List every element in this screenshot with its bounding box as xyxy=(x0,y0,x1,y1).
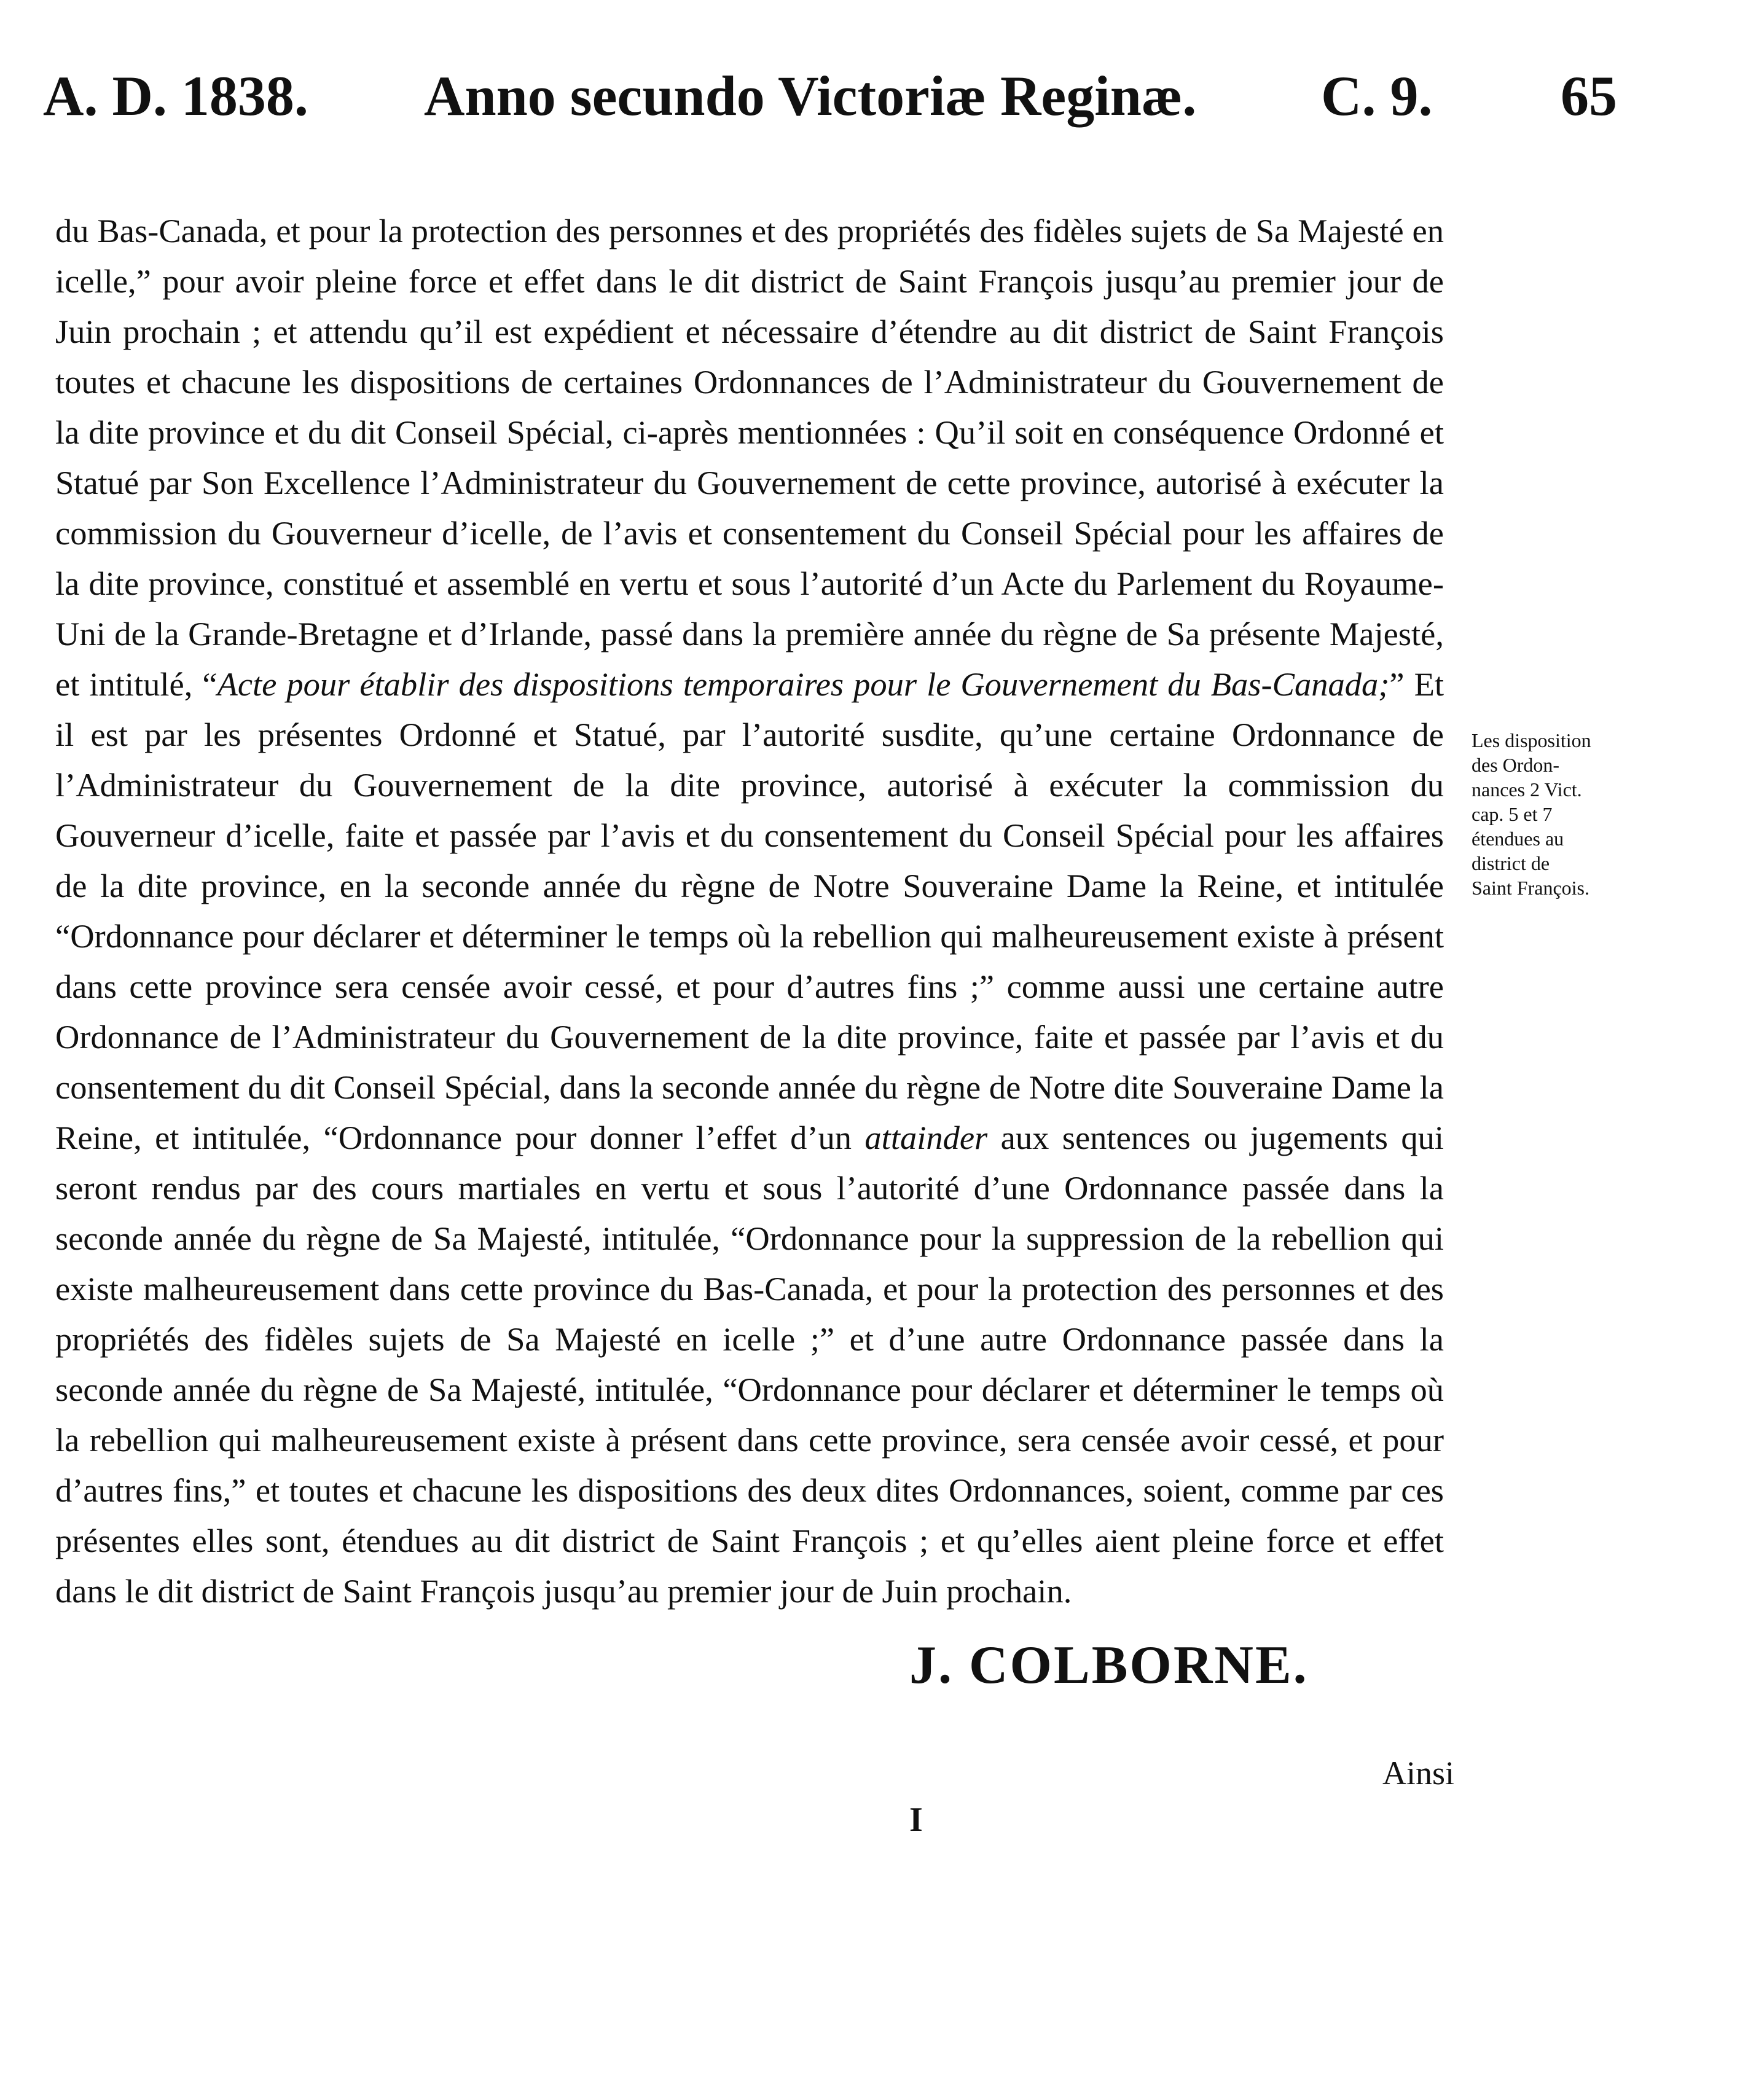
body-text-part-2: ” Et il est par les présentes Ordonné et Statué, par l’autorité susdite, qu’une certaine Ordonnance de l’Administrateur du Gouvernement de la dite province, autorisé à exécuter la commission du Gouverneur d’icelle, faite et passée par l’avis et du consentement du Conseil Spécial pour les affaires de la dite province, en la seconde année du règne de Notre Souveraine Dame la Reine, et intitulée “Ordonnance pour déclarer et déterminer le temps où la rebellion qui malheureusement existe à présent dans cette province sera censée avoir cessé, et pour d’autres fins ;” comme aussi une certaine autre Ordonnance de l’Administrateur du Gouvernement de la dite province, faite et passée par l’avis et du consentement du dit Conseil Spécial, dans la seconde année du règne de Notre dite Souveraine Dame la Reine, et intitulée, “Ordonnance pour donner l’effet d’un xyxy=(55,665,1444,1156)
header-year: A. D. 1838. xyxy=(43,65,308,127)
marginal-note-line: nances 2 Vict. xyxy=(1472,778,1582,801)
attainder-term: attainder xyxy=(864,1119,988,1156)
marginal-note-line: des Ordon- xyxy=(1472,754,1560,776)
marginal-note xyxy=(1472,728,1656,900)
catchword: Ainsi xyxy=(1382,1755,1455,1792)
ordinance-body-text xyxy=(55,206,1444,1616)
body-text-part-3: aux sentences ou jugements qui seront rendus par des cours martiales en vertu et sous l’autorité d’une Ordonnance passée dans la seconde année du règne de Sa Majesté, intitulée, “Ordonnance pour la suppression de la rebellion qui existe malheureusement dans cette province du Bas-Canada, et pour la protection des personnes et des propriétés des fidèles sujets de Sa Majesté en icelle ;” et d’une autre Ordonnance passée dans la seconde année du règne de Sa Majesté, intitulée, “Ordonnance pour déclarer et déterminer le temps où la rebellion qui malheureusement existe à présent dans cette province, sera censée avoir cessé, et pour d’autres fins,” et toutes et chacune les dispositions des deux dites Ordonnances, soient, comme par ces présentes elles sont, étendues au dit district de Saint François ; et qu’elles aient pleine force et effet dans le dit district de Saint François jusqu’au premier jour de Juin prochain. xyxy=(55,1119,1444,1610)
signature: J. COLBORNE. xyxy=(909,1636,1309,1695)
marginal-note-line: Saint François. xyxy=(1472,877,1589,899)
printer-signature-mark: I xyxy=(909,1801,923,1839)
page-number: 65 xyxy=(1561,65,1617,127)
marginal-note-line: cap. 5 et 7 xyxy=(1472,803,1553,825)
act-title: Acte pour établir des dispositions temporaires pour le Gouvernement du Bas-Canada; xyxy=(217,665,1390,703)
header-regnal-year: Anno secundo Victoriæ Reginæ. xyxy=(424,65,1197,127)
marginal-note-line: Les disposition xyxy=(1472,729,1591,751)
body-text-part-1: du Bas-Canada, et pour la protection des personnes et des propriétés des fidèles sujets de Sa Majesté en icelle,” pour avoir pleine force et effet dans le dit district de Saint François jusqu’au premier jour de Juin prochain ; et attendu qu’il est expédient et nécessaire d’étendre au dit district de Saint François toutes et chacune les dispositions de certaines Ordonnances de l’Administrateur du Gouvernement de la dite province et du dit Conseil Spécial, ci-après mentionnées : Qu’il soit en conséquence Ordonné et Statué par Son Excellence l’Administrateur du Gouvernement de cette province, autorisé à exécuter la commission du Gouverneur d’icelle, de l’avis et consentement du Conseil Spécial pour les affaires de la dite province, constitué et assemblé en vertu et sous l’autorité d’un Acte du Parlement du Royaume-Uni de la Grande-Bretagne et d’Irlande, passé dans la première année du règne de Sa présente Majesté, et intitulé, “ xyxy=(55,212,1444,703)
header-chapter: C. 9. xyxy=(1321,65,1433,127)
running-header xyxy=(43,65,1628,147)
marginal-note-line: district de xyxy=(1472,852,1550,874)
marginal-note-line: étendues au xyxy=(1472,828,1564,850)
